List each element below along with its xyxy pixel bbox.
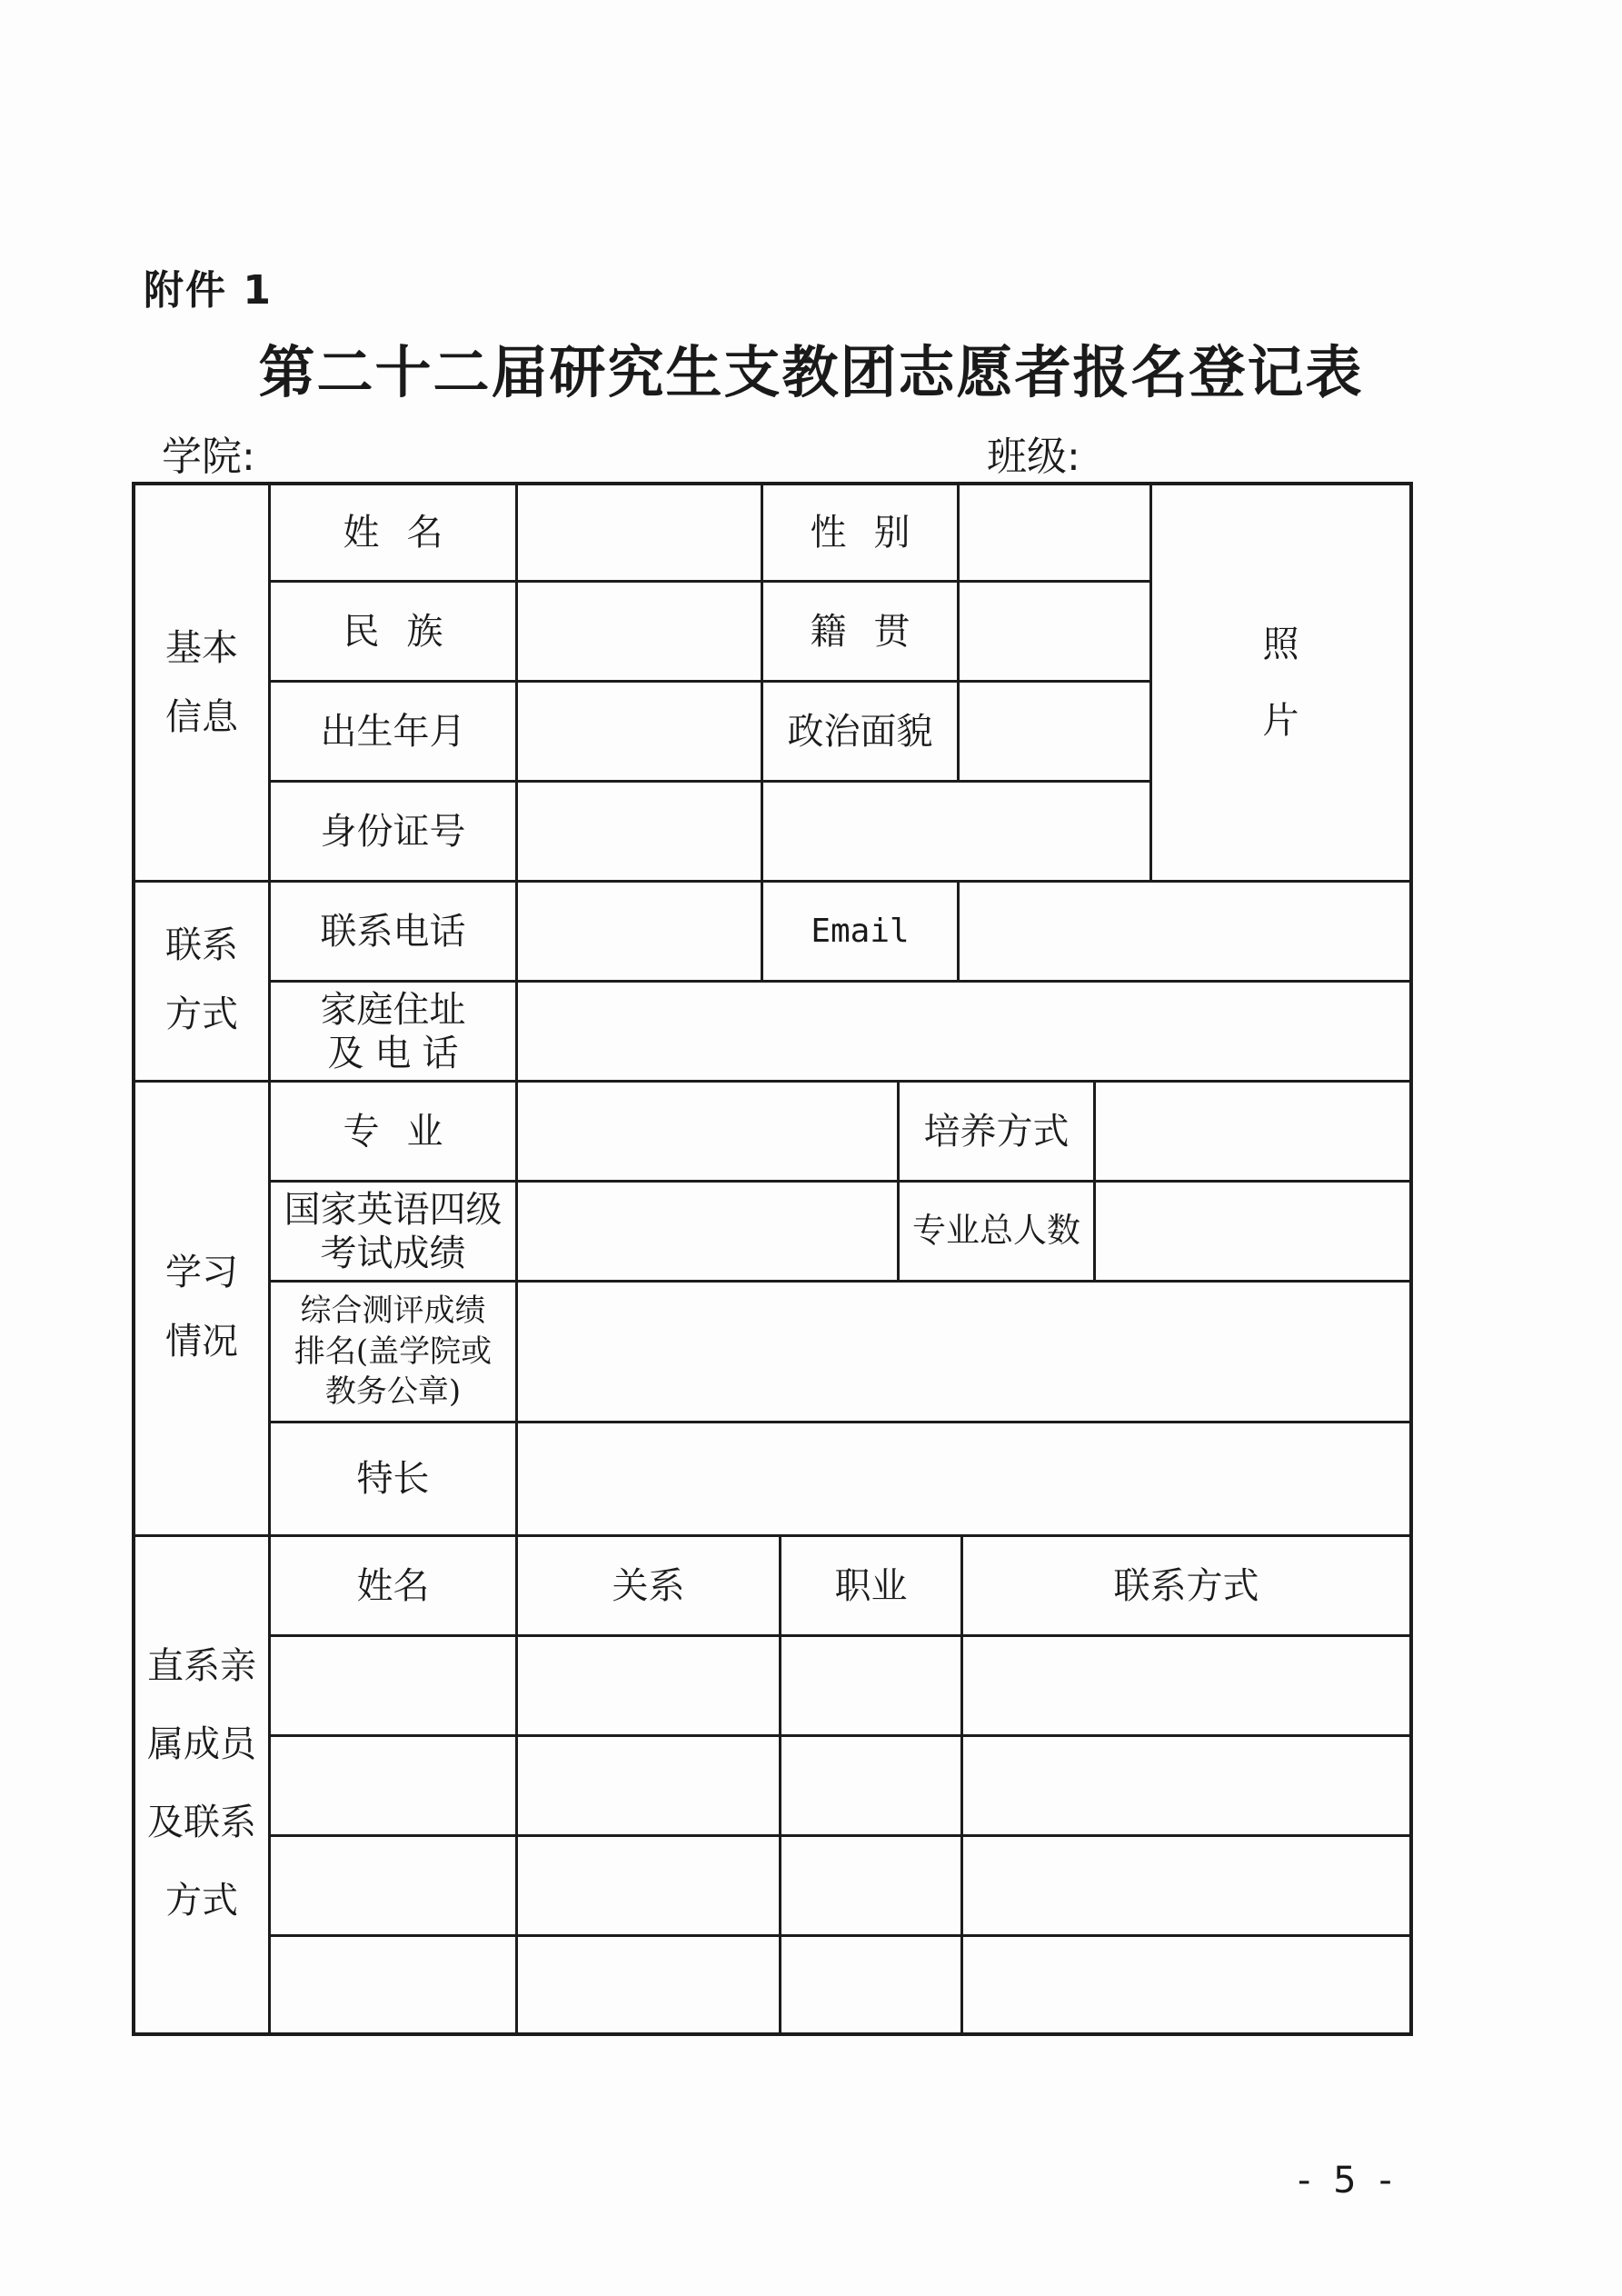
family-row-2[interactable] — [271, 1737, 1409, 1834]
class-label: 班级: — [987, 434, 1080, 480]
attachment-label: 附件 1 — [144, 267, 273, 314]
section-family-text: 直系亲属成员及联系方式 — [147, 1645, 256, 1922]
label-cet4 — [271, 1183, 515, 1280]
input-email[interactable] — [960, 883, 1409, 980]
input-evaluation-rank[interactable] — [518, 1283, 1409, 1421]
photo-box[interactable] — [1152, 485, 1409, 880]
input-gender[interactable] — [960, 485, 1149, 580]
label-training-mode: 培养方式 — [923, 1110, 1070, 1153]
section-contact-text: 联系方式 — [165, 924, 238, 1035]
registration-table — [132, 482, 1413, 2036]
family-header-contact: 联系方式 — [1113, 1564, 1259, 1607]
label-native-place: 籍贯 — [810, 610, 938, 653]
family-header-name: 姓名 — [356, 1564, 430, 1607]
label-home-line2: 及电话 — [327, 1032, 470, 1074]
label-name: 姓名 — [343, 512, 471, 554]
label-specialty: 特长 — [356, 1458, 430, 1500]
input-training-mode[interactable] — [1096, 1083, 1409, 1180]
family-row-3[interactable] — [271, 1837, 1409, 1934]
label-id-number: 身份证号 — [320, 810, 466, 853]
label-rank-line3: 教务公章) — [324, 1373, 462, 1411]
section-contact — [135, 880, 268, 1080]
section-basic-text: 基本信息 — [165, 627, 238, 738]
label-rank-line1: 综合测评成绩 — [300, 1292, 486, 1329]
label-evaluation-rank — [271, 1283, 515, 1421]
input-home-address[interactable] — [518, 983, 1409, 1080]
input-major-total[interactable] — [1096, 1183, 1409, 1280]
family-row-4[interactable] — [271, 1937, 1409, 2032]
label-birth-date: 出生年月 — [320, 710, 466, 753]
form-title: 第二十二届研究生支教团志愿者报名登记表 — [258, 339, 1364, 405]
input-phone[interactable] — [518, 883, 761, 980]
page-number: - 5 - — [1298, 2160, 1398, 2201]
label-major: 专业 — [343, 1110, 471, 1153]
label-phone: 联系电话 — [320, 910, 466, 953]
input-ethnicity[interactable] — [518, 583, 761, 680]
college-label: 学院: — [162, 434, 255, 480]
family-row-1[interactable] — [271, 1637, 1409, 1734]
label-cet4-line1: 国家英语四级 — [284, 1188, 503, 1231]
input-name[interactable] — [518, 485, 761, 580]
section-study — [135, 1080, 268, 1534]
input-specialty[interactable] — [518, 1423, 1409, 1534]
photo-label: 照片 — [1262, 624, 1299, 742]
label-political-status: 政治面貌 — [787, 710, 933, 753]
input-political-status[interactable] — [960, 683, 1149, 780]
label-home-line1: 家庭住址 — [320, 988, 466, 1031]
section-family — [135, 1534, 268, 2032]
label-email: Email — [811, 912, 910, 950]
label-major-total: 专业总人数 — [912, 1211, 1080, 1251]
label-cet4-line2: 考试成绩 — [320, 1232, 466, 1274]
input-id-number[interactable] — [518, 783, 1149, 880]
label-ethnicity: 民族 — [343, 610, 471, 653]
label-rank-line2: 排名(盖学院或 — [294, 1333, 493, 1370]
input-birth-date[interactable] — [518, 683, 761, 780]
section-study-text: 学习情况 — [165, 1252, 238, 1363]
input-native-place[interactable] — [960, 583, 1149, 680]
section-basic-info — [135, 485, 268, 880]
family-header-occupation: 职业 — [834, 1564, 908, 1607]
label-gender: 性别 — [810, 512, 938, 554]
input-cet4[interactable] — [518, 1183, 897, 1280]
input-major[interactable] — [518, 1083, 897, 1180]
label-home-address — [271, 983, 515, 1080]
family-header-relation: 关系 — [612, 1564, 685, 1607]
